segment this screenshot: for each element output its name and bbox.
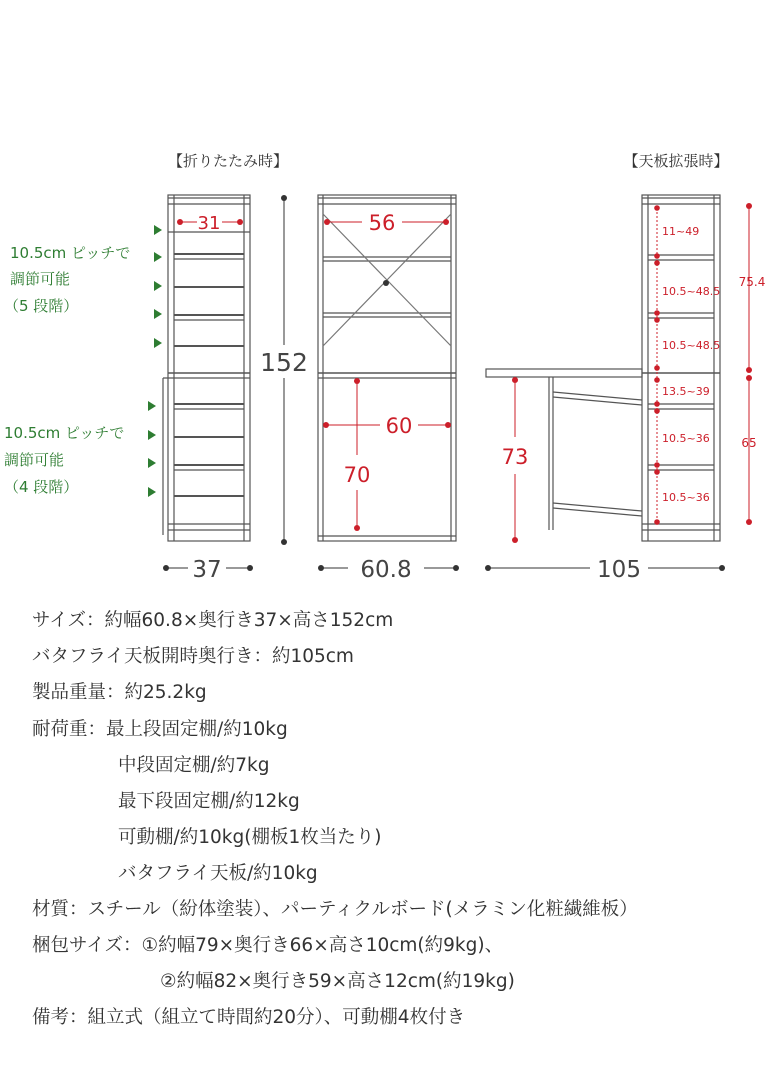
svg-text:65: 65 xyxy=(741,436,757,450)
dimension-height-70 xyxy=(344,378,371,531)
svg-text:（4 段階）: （4 段階） xyxy=(4,478,79,496)
spec-notes: 備考：組立式（組立て時間約20分）、可動棚4枚付き xyxy=(32,1007,466,1028)
spec-package-2: ②約幅82×奥行き59×高さ12cm(約19kg) xyxy=(160,971,515,992)
dimension-height-152 xyxy=(260,195,308,545)
spec-size: サイズ：約幅60.8×奥行き37×高さ152cm xyxy=(32,610,394,631)
pitch-label-4: 13.5~39 xyxy=(662,385,710,398)
svg-text:（5 段階）: （5 段階） xyxy=(4,297,79,315)
folded-view-title: 【折りたたみ時】 xyxy=(167,152,289,170)
spec-load-top: 耐荷重：最上段固定棚/約10kg xyxy=(32,719,288,740)
spec-package-1: 梱包サイズ：①約幅79×奥行き66×高さ10cm(約9kg)、 xyxy=(32,935,504,956)
folded-front-view xyxy=(318,195,456,541)
pitch-label-1: 11~49 xyxy=(662,225,700,238)
spec-load-movable: 可動棚/約10kg(棚板1枚当たり) xyxy=(118,827,382,848)
svg-text:70: 70 xyxy=(343,463,371,487)
svg-text:60: 60 xyxy=(385,414,413,438)
spec-load-middle: 中段固定棚/約7kg xyxy=(118,755,270,776)
spec-load-butterfly: バタフライ天板/約10kg xyxy=(118,863,318,884)
folded-side-view xyxy=(163,195,250,541)
svg-text:75.4: 75.4 xyxy=(738,275,766,289)
dimension-depth-105 xyxy=(485,557,725,583)
dimension-depth-37 xyxy=(163,557,253,583)
adjust-arrows xyxy=(148,225,162,497)
pitch-label-5: 10.5~36 xyxy=(662,432,710,445)
spec-open-depth: バタフライ天板開時奥行き：約105cm xyxy=(32,646,354,667)
pitch-label-6: 10.5~36 xyxy=(662,491,710,504)
spec-material: 材質：スチール（紛体塗装）、パーティクルボード(メラミン化粧繊維板） xyxy=(32,899,638,920)
dimension-table-height-73 xyxy=(502,377,529,543)
extended-view-title: 【天板拡張時】 xyxy=(623,152,729,170)
annotation-upper xyxy=(4,244,130,315)
svg-text:60.8: 60.8 xyxy=(360,557,412,583)
svg-text:調節可能: 調節可能 xyxy=(4,451,65,469)
pitch-ranges xyxy=(654,205,720,525)
svg-text:調節可能: 調節可能 xyxy=(10,270,71,288)
dimension-lower-65 xyxy=(741,375,756,525)
extended-side-view xyxy=(642,195,720,541)
pitch-label-2: 10.5~48.5 xyxy=(662,285,721,298)
dimension-width-60-8 xyxy=(318,557,459,583)
svg-text:105: 105 xyxy=(597,557,641,583)
svg-text:152: 152 xyxy=(260,348,308,377)
dimension-top-56 xyxy=(324,211,449,235)
dimension-upper-75-4 xyxy=(739,203,766,373)
svg-text:37: 37 xyxy=(192,557,222,583)
svg-text:73: 73 xyxy=(501,445,529,469)
svg-text:10.5cm ピッチで: 10.5cm ピッチで xyxy=(4,424,125,442)
svg-text:10.5cm ピッチで: 10.5cm ピッチで xyxy=(10,244,131,262)
cross-brace-center xyxy=(383,280,389,286)
spec-weight: 製品重量：約25.2kg xyxy=(32,682,207,703)
pitch-label-3: 10.5~48.5 xyxy=(662,339,721,352)
spec-load-bottom: 最下段固定棚/約12kg xyxy=(118,791,300,812)
dimension-bottom-60 xyxy=(323,414,451,438)
dimension-shelf-31 xyxy=(177,213,243,234)
annotation-lower xyxy=(4,424,124,496)
svg-text:56: 56 xyxy=(368,211,396,235)
svg-text:31: 31 xyxy=(197,213,221,234)
